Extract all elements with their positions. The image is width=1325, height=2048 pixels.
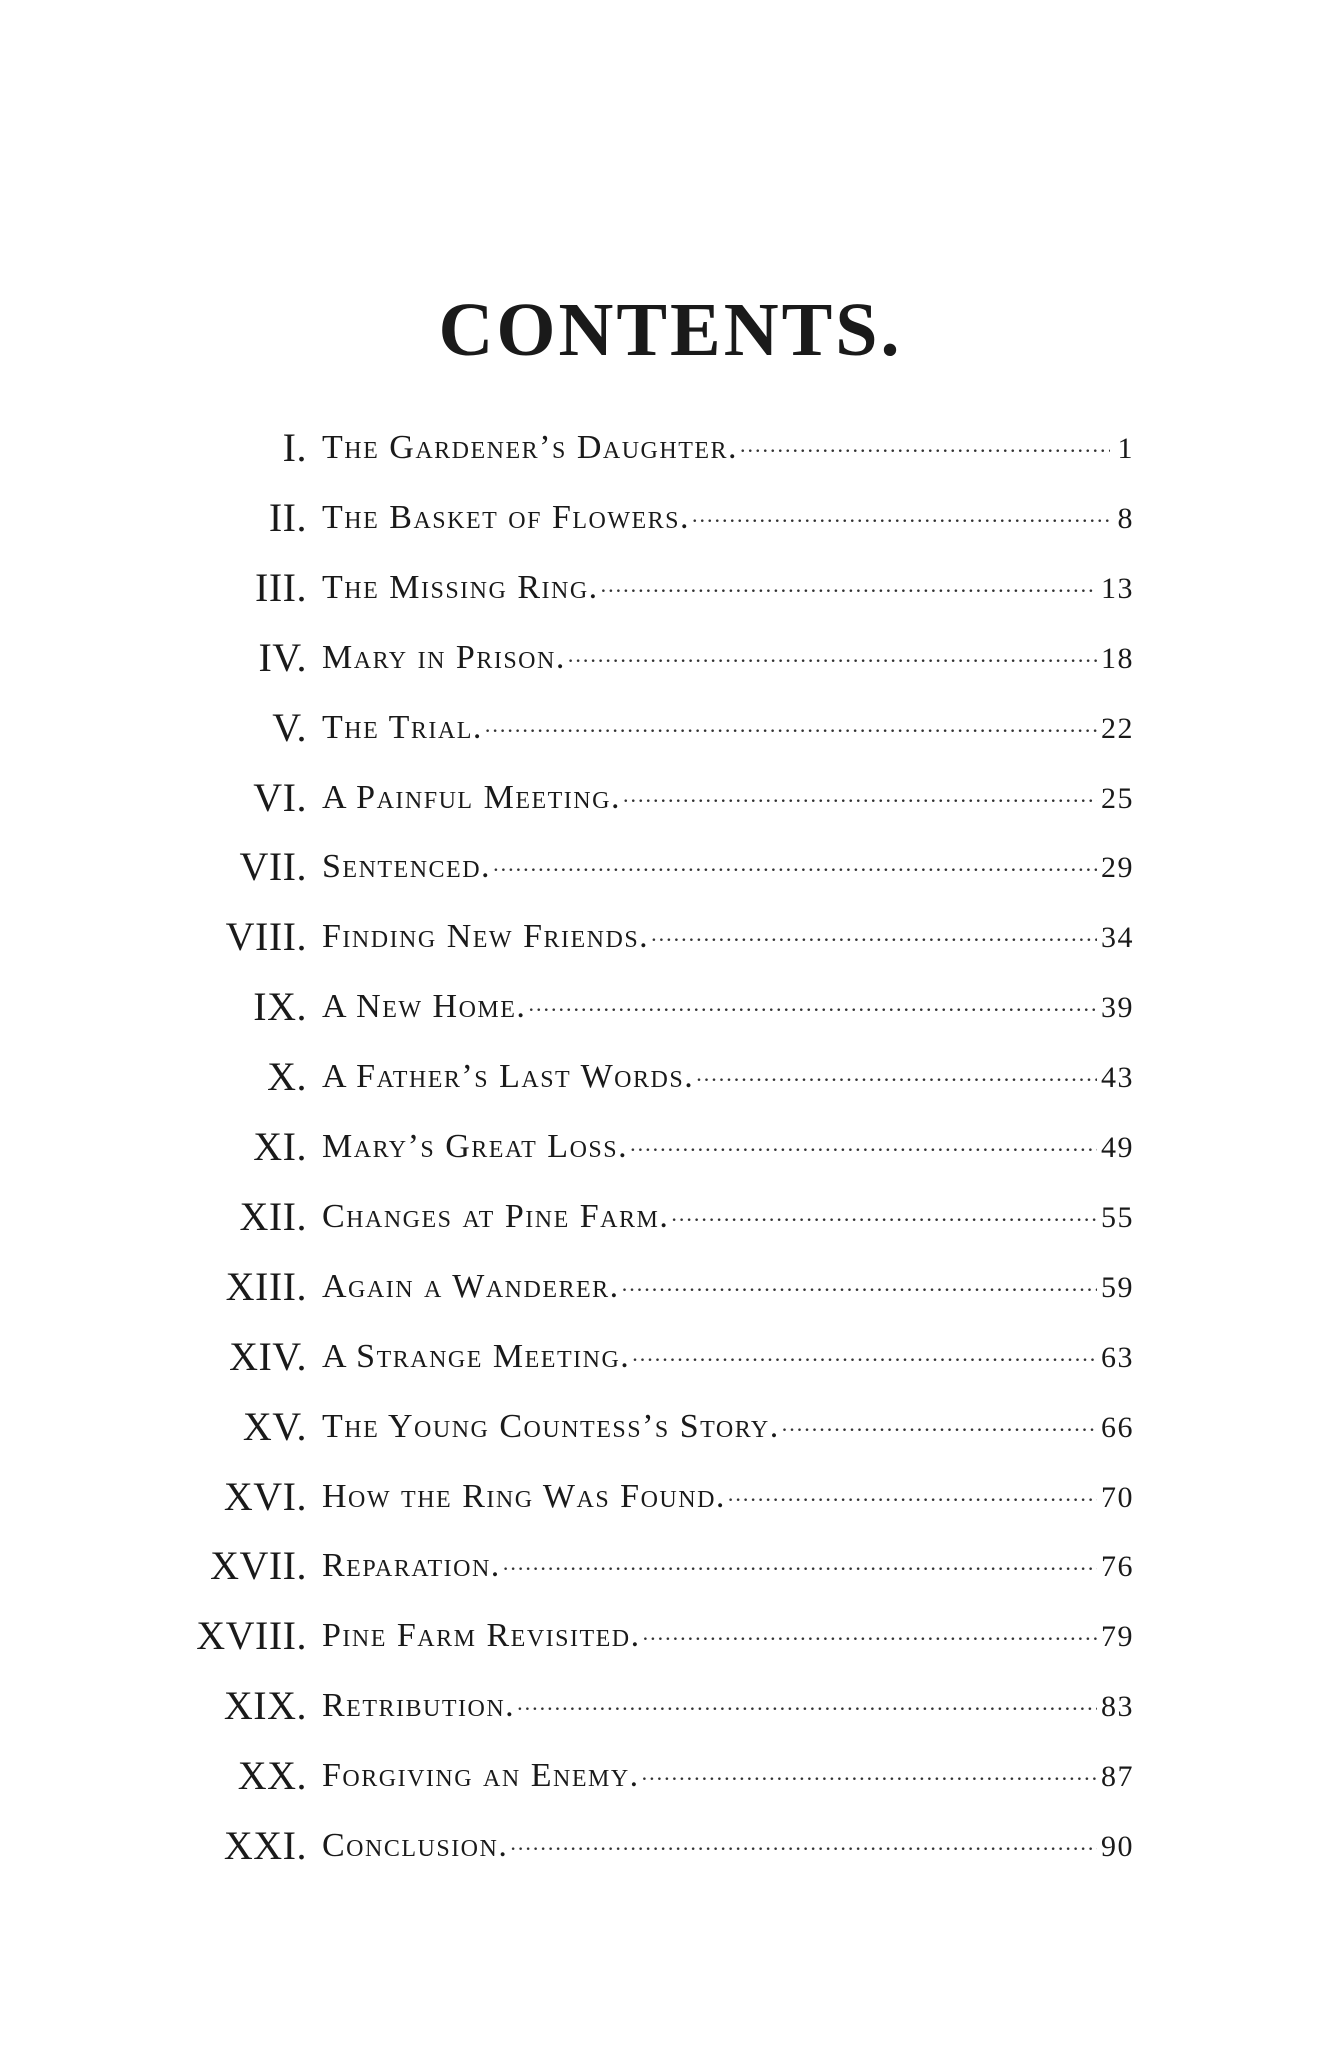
chapter-numeral: VI. xyxy=(253,774,307,820)
page-number: 13 xyxy=(1101,571,1134,605)
toc-entry xyxy=(0,634,1325,708)
page-number: 34 xyxy=(1101,921,1134,955)
toc-line xyxy=(322,1756,1134,1796)
chapter-title: Pine Farm Revisited. xyxy=(322,1617,641,1655)
chapter-title: Mary in Prison. xyxy=(322,638,566,676)
chapter-numeral: IX. xyxy=(253,984,307,1030)
toc-line xyxy=(322,778,1134,818)
dot-leader xyxy=(642,1758,1097,1788)
dot-leader xyxy=(696,1059,1097,1089)
toc-line xyxy=(322,1686,1134,1726)
dot-leader xyxy=(601,570,1097,600)
chapter-numeral: XVI. xyxy=(223,1473,307,1519)
toc-entry xyxy=(0,1124,1325,1197)
toc-entry xyxy=(0,1823,1325,1896)
page-number: 55 xyxy=(1101,1200,1134,1234)
dot-leader xyxy=(728,1479,1097,1509)
toc-entry xyxy=(0,425,1325,498)
toc-entry xyxy=(0,1054,1325,1127)
toc-entry xyxy=(0,1613,1325,1686)
page-number: 8 xyxy=(1117,501,1134,535)
toc-entry xyxy=(0,774,1325,848)
chapter-numeral: VIII. xyxy=(225,914,307,960)
dot-leader xyxy=(643,1618,1097,1648)
chapter-title: Again a Wanderer. xyxy=(322,1267,620,1305)
dot-leader xyxy=(623,780,1097,810)
page-number: 18 xyxy=(1101,641,1134,675)
chapter-numeral: XII. xyxy=(239,1193,307,1239)
toc-entry xyxy=(0,494,1325,568)
page-number: 49 xyxy=(1101,1131,1134,1164)
page-number: 29 xyxy=(1101,851,1134,885)
chapter-title: A Strange Meeting. xyxy=(322,1337,631,1375)
chapter-numeral: XX. xyxy=(237,1753,307,1799)
toc-entry xyxy=(0,1263,1325,1337)
page-number: 70 xyxy=(1101,1480,1134,1514)
chapter-title: The Trial. xyxy=(322,708,483,746)
toc-line xyxy=(322,708,1134,748)
chapter-title: Changes at Pine Farm. xyxy=(322,1197,670,1235)
chapter-title: How the Ring Was Found. xyxy=(322,1477,726,1515)
dot-leader xyxy=(493,849,1097,879)
chapter-numeral: IV. xyxy=(258,634,307,680)
chapter-title: A Painful Meeting. xyxy=(322,778,621,816)
dot-leader xyxy=(503,1548,1097,1578)
dot-leader xyxy=(568,640,1097,670)
toc-line xyxy=(322,1477,1134,1517)
chapter-numeral: XIX. xyxy=(223,1683,307,1729)
chapter-numeral: II. xyxy=(268,494,307,540)
toc-line xyxy=(322,1057,1134,1097)
toc-entry xyxy=(0,914,1325,987)
toc-line xyxy=(322,1616,1134,1656)
page-number: 59 xyxy=(1101,1270,1134,1304)
page-number: 90 xyxy=(1101,1830,1134,1863)
toc-entry xyxy=(0,1753,1325,1826)
dot-leader xyxy=(510,1828,1097,1858)
dot-leader xyxy=(692,500,1110,530)
toc-line xyxy=(322,638,1134,678)
toc-entry xyxy=(0,1683,1325,1756)
page-number: 87 xyxy=(1101,1760,1134,1794)
page-number: 39 xyxy=(1101,991,1134,1025)
chapter-numeral: XVII. xyxy=(210,1543,307,1589)
toc-entry xyxy=(0,1193,1325,1267)
chapter-numeral: XIV. xyxy=(229,1333,307,1379)
toc-line xyxy=(322,1826,1134,1866)
chapter-title: A New Home. xyxy=(322,988,527,1026)
dot-leader xyxy=(632,1339,1097,1369)
toc-line xyxy=(322,917,1134,957)
chapter-title: Reparation. xyxy=(322,1547,501,1585)
chapter-title: Forgiving an Enemy. xyxy=(322,1757,640,1795)
page-number: 25 xyxy=(1101,781,1134,815)
chapter-numeral: XV. xyxy=(242,1403,307,1449)
chapter-title: Conclusion. xyxy=(322,1827,509,1864)
page-number: 76 xyxy=(1101,1550,1134,1584)
chapter-numeral: X. xyxy=(267,1054,307,1100)
page-number: 43 xyxy=(1101,1061,1134,1095)
toc-line xyxy=(322,428,1134,468)
toc-line xyxy=(322,847,1134,887)
toc-line xyxy=(322,1127,1134,1167)
chapter-numeral: I. xyxy=(282,425,307,470)
toc-line xyxy=(322,987,1134,1027)
page-number: 63 xyxy=(1101,1340,1134,1374)
chapter-title: Sentenced. xyxy=(322,848,492,886)
toc-line xyxy=(322,1267,1134,1307)
dot-leader xyxy=(485,710,1097,740)
toc-line xyxy=(322,1197,1134,1237)
page-number: 83 xyxy=(1101,1690,1134,1724)
chapter-numeral: XIII. xyxy=(225,1263,307,1309)
toc-entry xyxy=(0,1333,1325,1407)
toc-line xyxy=(322,498,1134,538)
dot-leader xyxy=(740,430,1110,460)
page-number: 79 xyxy=(1101,1620,1134,1654)
dot-leader xyxy=(651,919,1097,949)
dot-leader xyxy=(630,1129,1097,1159)
chapter-numeral: XI. xyxy=(253,1124,307,1169)
chapter-title: The Young Countess’s Story. xyxy=(322,1407,780,1445)
toc-entry xyxy=(0,1473,1325,1547)
toc-line xyxy=(322,1546,1134,1586)
dot-leader xyxy=(528,989,1097,1019)
toc-line xyxy=(322,1407,1134,1447)
chapter-title: Retribution. xyxy=(322,1687,516,1725)
toc-line xyxy=(322,1337,1134,1377)
chapter-numeral: XXI. xyxy=(223,1823,307,1868)
chapter-numeral: III. xyxy=(255,564,307,610)
chapter-numeral: VII. xyxy=(239,844,307,890)
chapter-title: Mary’s Great Loss. xyxy=(322,1128,629,1165)
toc-entry xyxy=(0,1543,1325,1616)
toc-entry xyxy=(0,984,1325,1057)
dot-leader xyxy=(622,1269,1097,1299)
dot-leader xyxy=(517,1688,1097,1718)
dot-leader xyxy=(782,1409,1097,1439)
chapter-title: The Gardener’s Daughter. xyxy=(322,429,739,466)
chapter-numeral: V. xyxy=(272,704,307,750)
chapter-title: The Missing Ring. xyxy=(322,568,599,606)
page-title: CONTENTS. xyxy=(438,288,903,372)
page-number: 66 xyxy=(1101,1410,1134,1444)
toc-entry xyxy=(0,1403,1325,1477)
dot-leader xyxy=(671,1199,1097,1229)
page-number: 22 xyxy=(1101,711,1134,745)
toc-line xyxy=(322,568,1134,608)
chapter-title: The Basket of Flowers. xyxy=(322,498,691,536)
chapter-title: Finding New Friends. xyxy=(322,918,650,956)
chapter-numeral: XVIII. xyxy=(196,1613,307,1659)
toc-entry xyxy=(0,704,1325,778)
toc-entry xyxy=(0,564,1325,638)
page-number: 1 xyxy=(1117,432,1134,465)
chapter-title: A Father’s Last Words. xyxy=(322,1058,695,1096)
toc-entry xyxy=(0,844,1325,917)
